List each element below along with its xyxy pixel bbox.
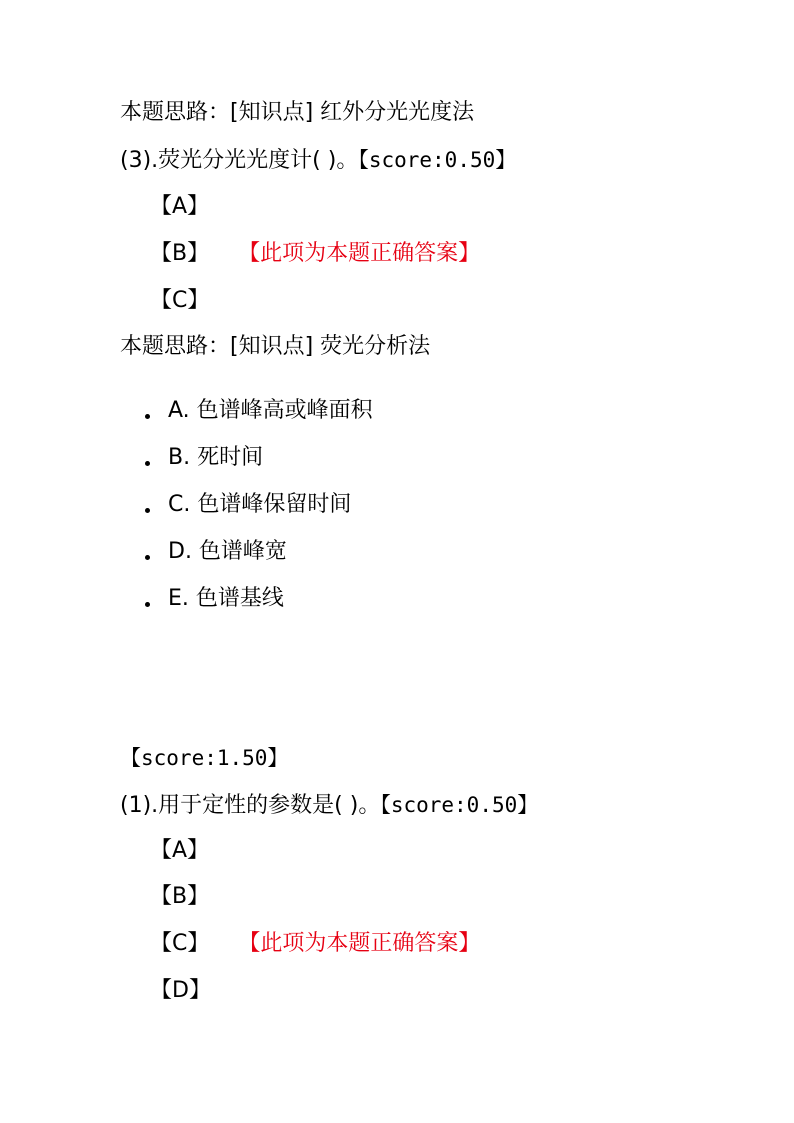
option-label: 【B】	[150, 241, 210, 266]
question-text: 用于定性的参数是( )。	[158, 793, 381, 818]
option-d	[150, 976, 211, 1006]
question-1	[120, 790, 538, 821]
option-label: 【B】	[150, 884, 210, 909]
choice-text: E. 色谱基线	[168, 586, 284, 611]
option-c	[150, 286, 209, 316]
question-3	[120, 145, 516, 176]
option-a	[150, 836, 209, 866]
question-number: (3).	[120, 148, 159, 173]
choice-text: C. 色谱峰保留时间	[168, 492, 352, 517]
choice-text: D. 色谱峰宽	[168, 539, 287, 564]
choice-text: A. 色谱峰高或峰面积	[168, 398, 373, 423]
option-label: 【A】	[150, 194, 210, 219]
bullet-icon	[145, 508, 150, 513]
bullet-icon	[145, 414, 150, 419]
bullet-icon	[145, 461, 150, 466]
correct-answer-mark: 【此项为本题正确答案】	[249, 931, 481, 956]
group-score: 【score:1.50】	[120, 746, 289, 770]
question-score: 【score:0.50】	[358, 148, 517, 172]
option-c	[150, 929, 480, 959]
correct-answer-mark: 【此项为本题正确答案】	[249, 241, 481, 266]
bullet-icon	[145, 602, 150, 607]
option-a	[150, 192, 209, 222]
choice-text: B. 死时间	[168, 445, 264, 470]
bullet-icon	[145, 555, 150, 560]
question-score: 【score:0.50】	[380, 793, 539, 817]
option-label: 【C】	[150, 288, 210, 313]
option-b	[150, 882, 209, 912]
option-label: 【C】	[150, 931, 210, 956]
reasoning: 本题思路：[知识点] 荧光分析法	[120, 334, 431, 359]
option-b	[150, 239, 480, 269]
option-label: 【A】	[150, 838, 210, 863]
option-label: 【D】	[150, 978, 211, 1003]
reasoning-previous: 本题思路：[知识点] 红外分光光度法	[120, 100, 475, 125]
question-text: 荧光分光光度计( )。	[158, 148, 359, 173]
question-number: (1).	[120, 793, 159, 818]
